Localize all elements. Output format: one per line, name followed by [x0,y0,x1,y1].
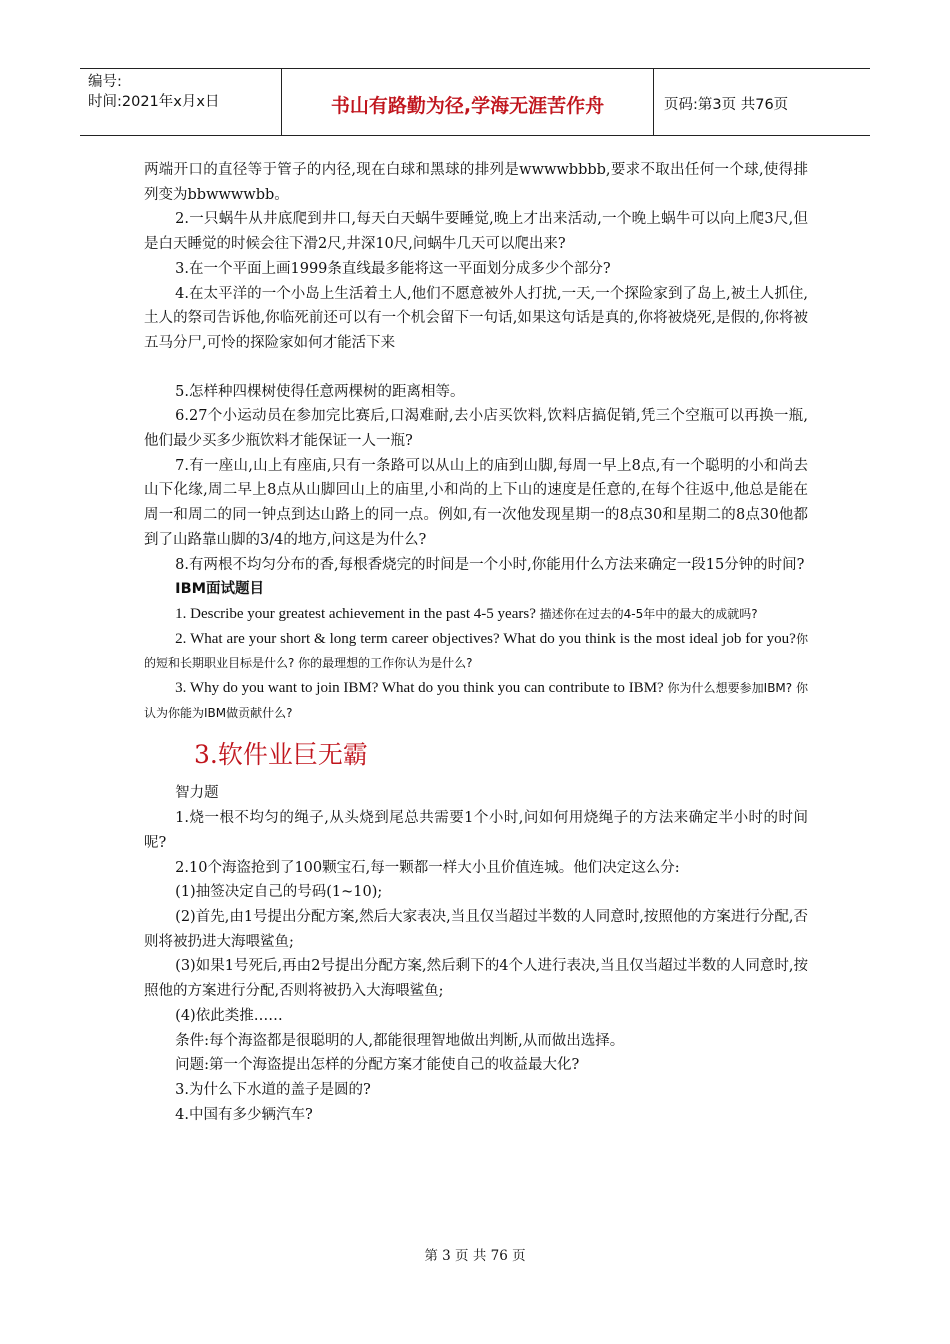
ibm-question-chinese: 你为什么想要参加IBM? 你认为你能为IBM做贡献什么? [144,681,808,720]
paragraph: 条件:每个海盗都是很聪明的人,都能很理智地做出判断,从而做出选择。 [175,1032,625,1049]
ibm-question-chinese: 你的短和长期职业目标是什么? 你的最理想的工作你认为是什么? [144,631,808,671]
paragraph: 两端开口的直径等于管子的内径,现在白球和黑球的排列是wwwwbbbb,要求不取出任何一个球,使得排列变为bbwwwwbb。 [144,162,808,203]
section-title: 3.软件业巨无霸 [194,740,368,770]
ibm-question [144,602,808,627]
blank-line [144,356,808,380]
header-page-info: 页码:第3页 共76页 [664,96,789,113]
ibm-question-list [144,602,808,726]
paragraph: 2.10个海盗抢到了100颗宝石,每一颗都一样大小且价值连城。他们决定这么分: [175,859,680,876]
header-meta [80,69,282,135]
ibm-question-english: 3. Why do you want to join IBM? What do you think you can contribute to IBM? [175,680,668,697]
document-body [144,158,808,1127]
paragraph: 3.为什么下水道的盖子是圆的? [175,1081,371,1098]
paragraph: 8.有两根不均匀分布的香,每根香烧完的时间是一个小时,你能用什么方法来确定一段15分钟的时间? [175,556,805,573]
paragraph: 4.中国有多少辆汽车? [175,1106,313,1123]
paragraph: 问题:第一个海盗提出怎样的分配方案才能使自己的收益最大化? [175,1057,580,1074]
paragraph-list [144,158,808,602]
paragraph: (3)如果1号死后,再由2号提出分配方案,然后剩下的4个人进行表决,当且仅当超过半数的人同意时,按照他的方案进行分配,否则将被扔入大海喂鲨鱼; [144,958,808,1000]
paragraph: 1.烧一根不均匀的绳子,从头烧到尾总共需要1个小时,问如何用烧绳子的方法来确定半小时的时间呢? [144,810,808,851]
paragraph: (4)依此类推…… [175,1007,283,1024]
paragraph: 4.在太平洋的一个小岛上生活着土人,他们不愿意被外人打扰,一天,一个探险家到了岛上,被土人抓住,土人的祭司告诉他,你临死前还可以有一个机会留下一句话,如果这句话是真的,你将被烧死,是假的,你将被五马分尸,可怜的探险家如何才能活下来 [144,285,808,351]
ibm-question [144,627,808,676]
ibm-question [144,676,808,725]
paragraph: 7.有一座山,山上有座庙,只有一条路可以从山上的庙到山脚,每周一早上8点,有一个聪明的小和尚去山下化缘,周二早上8点从山脚回山上的庙里,小和尚的上下山的速度是任意的,在每个往返中,他总是能在周一和周二的同一钟点到达山路上的同一点。例如,有一次他发现星期一的8点30和星期二的8点30他都到了山路靠山脚的3/4的地方,问这是为什么? [144,457,808,548]
header-date-label: 时间:2021年x月x日 [88,94,220,110]
paragraph: IBM面试题目 [175,581,265,598]
section-paragraph-list [144,781,808,1127]
paragraph: 3.在一个平面上画1999条直线最多能将这一平面划分成多少个部分? [175,260,611,277]
paragraph: 智力题 [175,785,219,802]
header-motto: 书山有路勤为径,学海无涯苦作舟 [282,69,654,135]
paragraph: 2.一只蜗牛从井底爬到井口,每天白天蜗牛要睡觉,晚上才出来活动,一个晚上蜗牛可以向上爬3尺,但是白天睡觉的时候会往下滑2尺,井深10尺,问蜗牛几天可以爬出来? [144,211,808,253]
page-footer: 第 3 页 共 76 页 [424,1248,526,1264]
ibm-question-chinese: 描述你在过去的4-5年中的最大的成就吗? [539,606,758,621]
page-header [80,68,870,136]
ibm-question-english: 2. What are your short & long term career objectives? What do you think is the most ideal job for you? [175,630,796,647]
paragraph: (2)首先,由1号提出分配方案,然后大家表决,当且仅当超过半数的人同意时,按照他的方案进行分配,否则将被扔进大海喂鲨鱼; [144,908,808,950]
header-number-label: 编号: [88,74,122,90]
paragraph: 6.27个小运动员在参加完比赛后,口渴难耐,去小店买饮料,饮料店搞促销,凭三个空瓶可以再换一瓶,他们最少买多少瓶饮料才能保证一人一瓶? [144,408,808,450]
paragraph: 5.怎样种四棵树使得任意两棵树的距离相等。 [175,383,465,400]
ibm-question-english: 1. Describe your greatest achievement in the past 4-5 years? [175,605,540,622]
paragraph: (1)抽签决定自己的号码(1~10); [175,884,383,901]
